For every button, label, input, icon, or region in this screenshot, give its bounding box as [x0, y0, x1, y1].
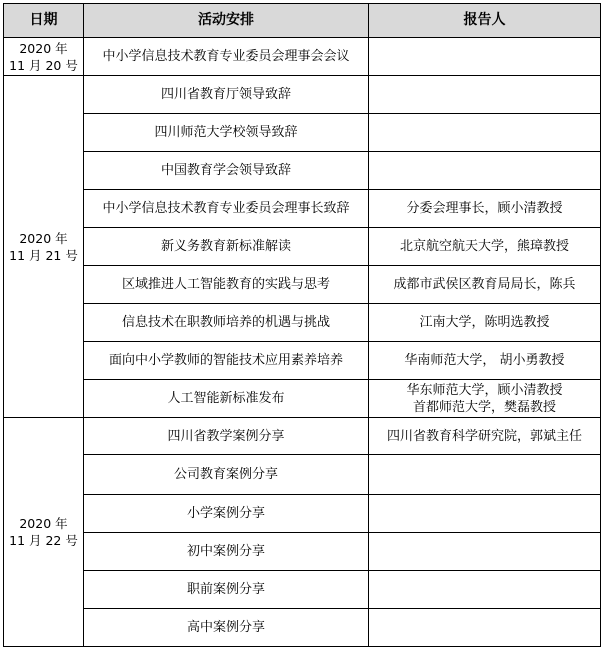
header-row — [4, 4, 601, 38]
speaker-cell: 成都市武侯区教育局局长，陈兵 — [369, 266, 601, 304]
header-date: 日期 — [4, 4, 84, 38]
table-row — [4, 266, 601, 304]
activity-cell: 公司教育案例分享 — [84, 455, 369, 495]
speaker-cell: 四川省教育科学研究院，郭斌主任 — [369, 418, 601, 455]
table-row — [4, 152, 601, 190]
activity-cell: 四川省教学案例分享 — [84, 418, 369, 455]
header-activity: 活动安排 — [84, 4, 369, 38]
activity-cell: 中小学信息技术教育专业委员会理事长致辞 — [84, 190, 369, 228]
speaker-cell: 分委会理事长，顾小清教授 — [369, 190, 601, 228]
header-speaker: 报告人 — [369, 4, 601, 38]
table-row — [4, 455, 601, 495]
table-row — [4, 571, 601, 609]
activity-cell: 职前案例分享 — [84, 571, 369, 609]
speaker-cell — [369, 455, 601, 495]
table-row — [4, 228, 601, 266]
activity-cell: 高中案例分享 — [84, 609, 369, 647]
table-row — [4, 342, 601, 380]
activity-cell: 新义务教育新标准解读 — [84, 228, 369, 266]
speaker-cell: 华南师范大学， 胡小勇教授 — [369, 342, 601, 380]
activity-cell: 面向中小学教师的智能技术应用素养培养 — [84, 342, 369, 380]
speaker-cell: 华东师范大学，顾小清教授 首都师范大学，樊磊教授 — [369, 380, 601, 418]
speaker-cell — [369, 152, 601, 190]
speaker-cell — [369, 38, 601, 76]
speaker-cell — [369, 76, 601, 114]
speaker-cell — [369, 571, 601, 609]
table-row — [4, 190, 601, 228]
speaker-cell — [369, 533, 601, 571]
activity-cell: 人工智能新标准发布 — [84, 380, 369, 418]
activity-cell: 区域推进人工智能教育的实践与思考 — [84, 266, 369, 304]
activity-cell: 初中案例分享 — [84, 533, 369, 571]
table-row — [4, 533, 601, 571]
speaker-cell — [369, 609, 601, 647]
table-row — [4, 304, 601, 342]
speaker-cell — [369, 495, 601, 533]
table-row — [4, 418, 601, 455]
speaker-cell — [369, 114, 601, 152]
table-row — [4, 495, 601, 533]
speaker-cell: 江南大学，陈明选教授 — [369, 304, 601, 342]
table-row — [4, 38, 601, 76]
table-row — [4, 380, 601, 418]
table-row — [4, 114, 601, 152]
activity-cell: 信息技术在职教师培养的机遇与挑战 — [84, 304, 369, 342]
activity-cell: 四川省教育厅领导致辞 — [84, 76, 369, 114]
speaker-cell: 北京航空航天大学，熊璋教授 — [369, 228, 601, 266]
date-cell: 2020 年 11 月 20 号 — [4, 38, 84, 76]
activity-cell: 中国教育学会领导致辞 — [84, 152, 369, 190]
activity-cell: 中小学信息技术教育专业委员会理事会会议 — [84, 38, 369, 76]
activity-cell: 四川师范大学校领导致辞 — [84, 114, 369, 152]
table-row — [4, 609, 601, 647]
table-row — [4, 76, 601, 114]
activity-cell: 小学案例分享 — [84, 495, 369, 533]
date-cell: 2020 年 11 月 21 号 — [4, 76, 84, 418]
date-cell: 2020 年 11 月 22 号 — [4, 418, 84, 647]
schedule-table — [3, 3, 601, 647]
